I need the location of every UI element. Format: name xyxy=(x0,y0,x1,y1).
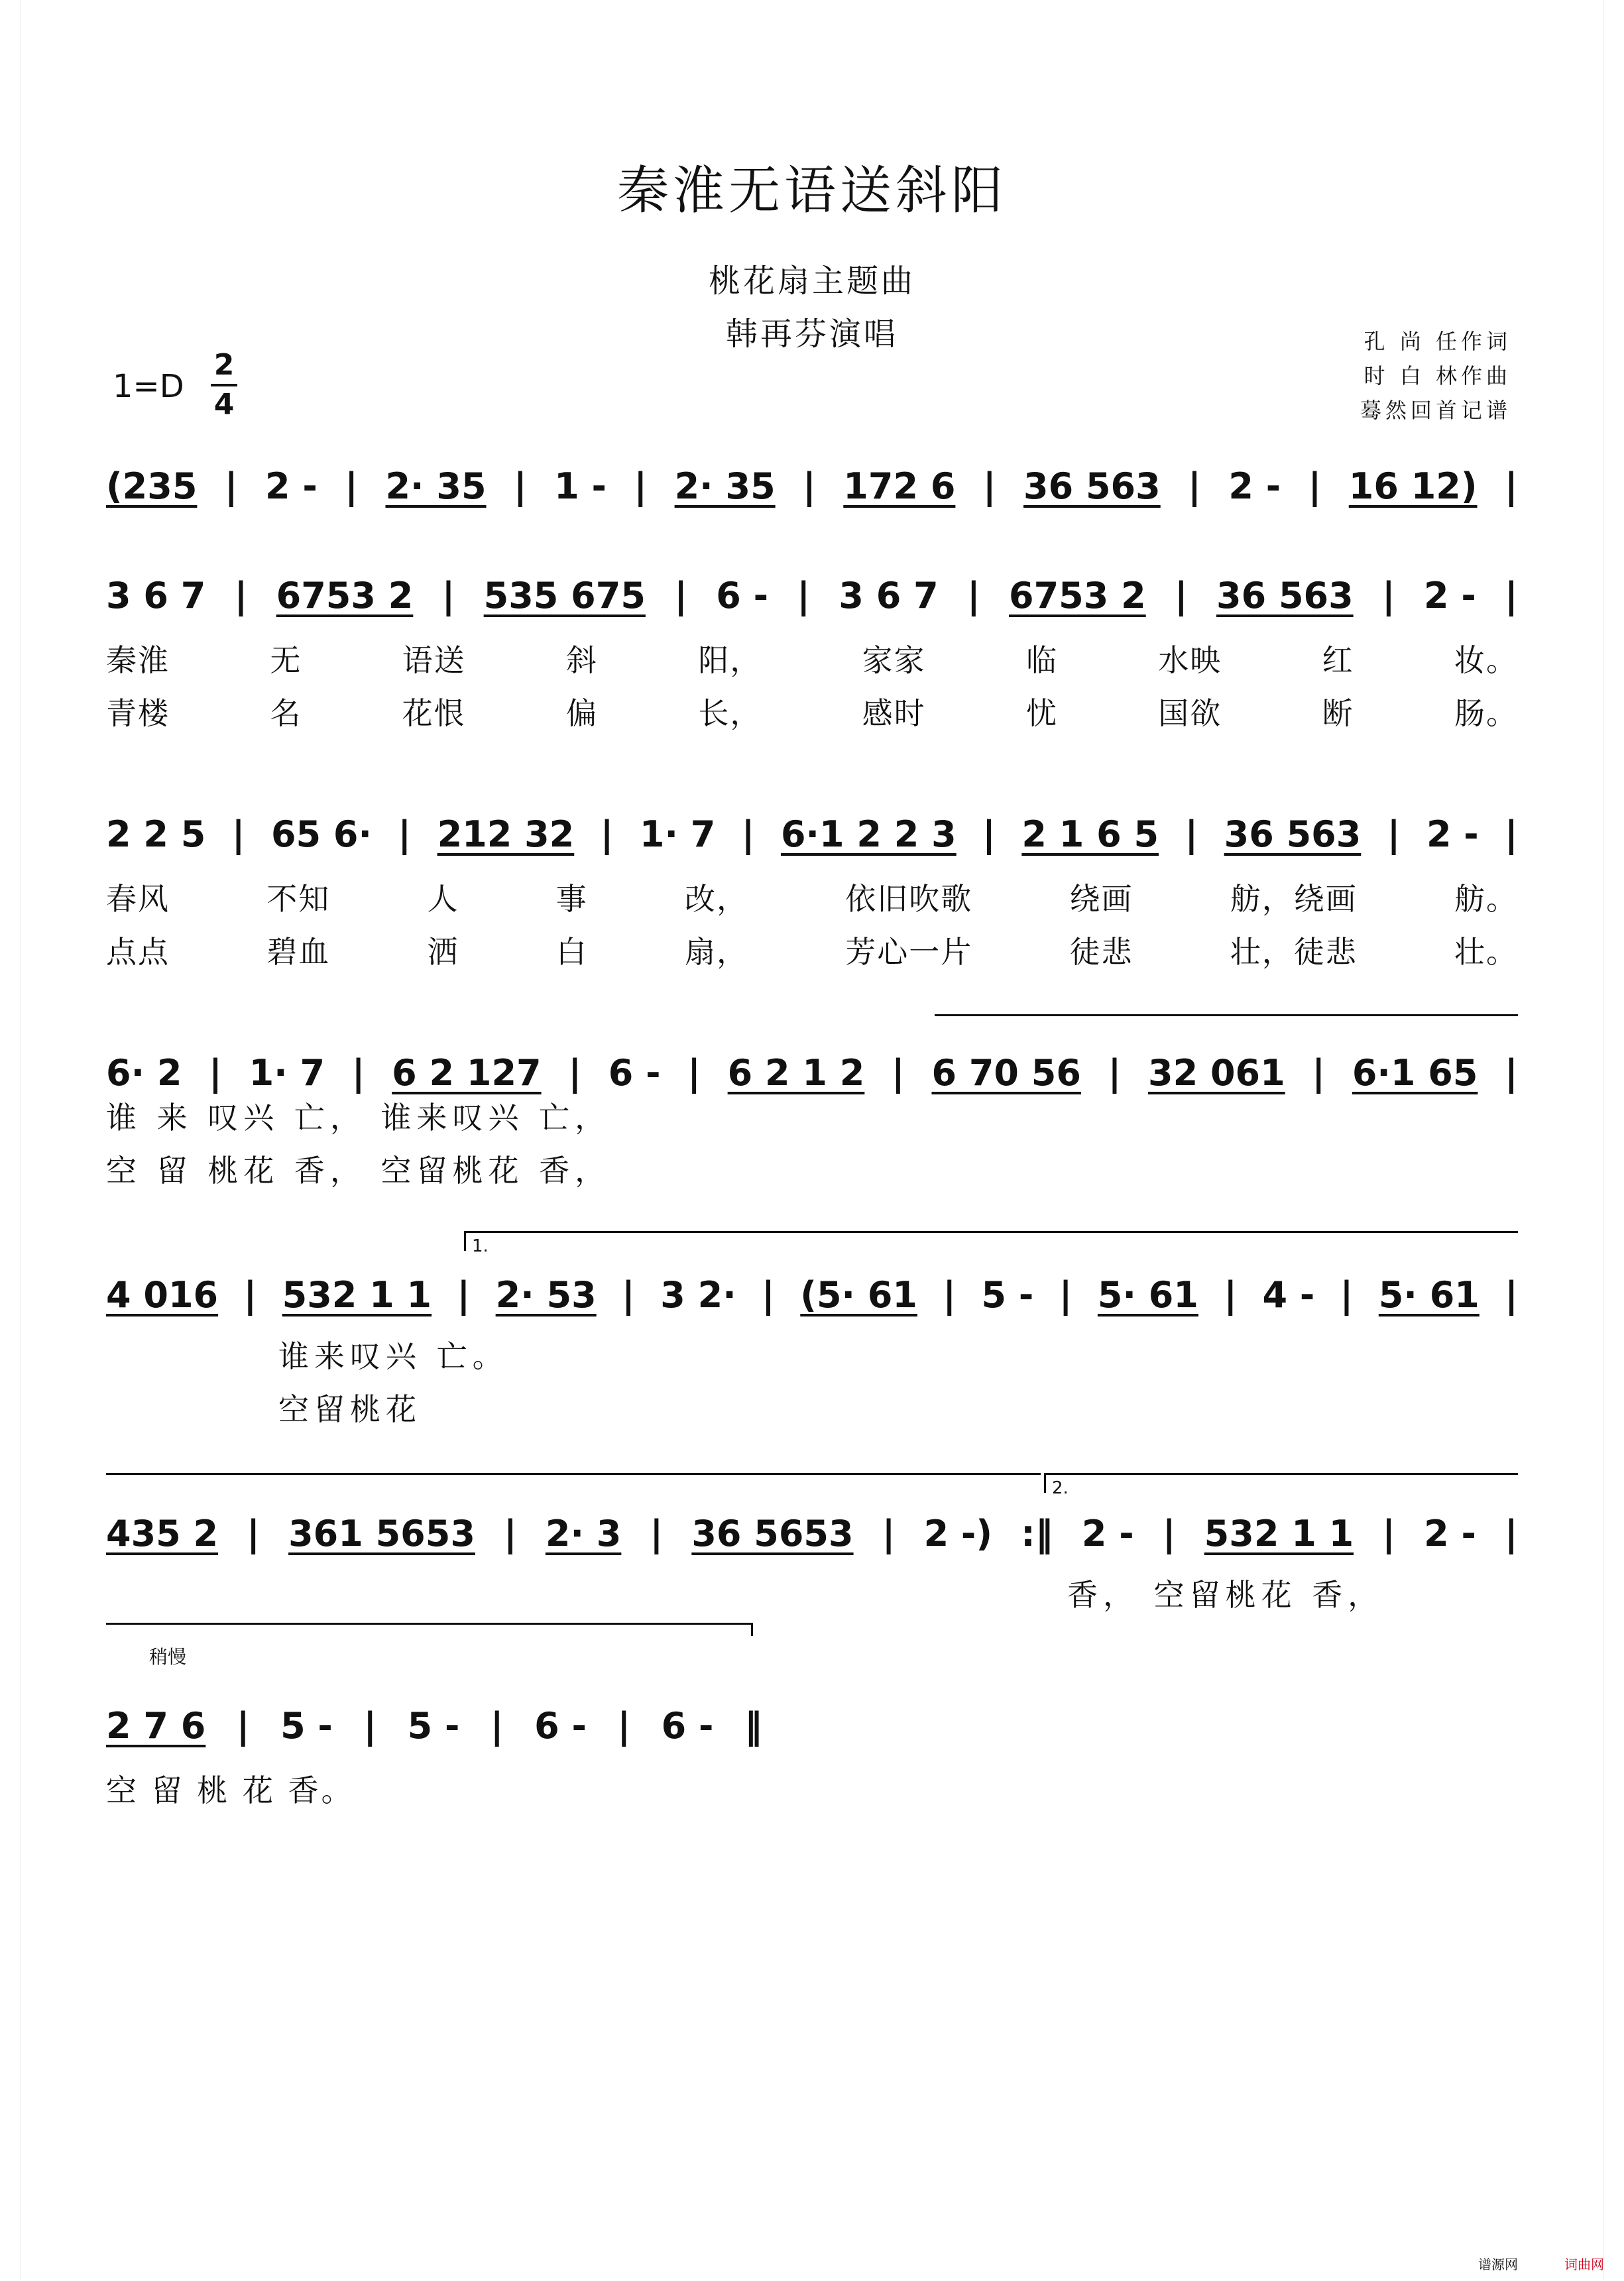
lyric: 无 xyxy=(270,642,302,678)
lyric: 扇， xyxy=(685,934,748,970)
lyrics-row-5-verse-2: 空留桃花 xyxy=(278,1391,422,1427)
lyric: 壮。 xyxy=(1454,934,1518,970)
lyric: 舫，绕画 xyxy=(1230,881,1358,917)
volta-2-line xyxy=(1044,1473,1518,1475)
notes: 6 - xyxy=(716,575,769,616)
notes: 535 675 xyxy=(483,575,646,616)
time-numerator: 2 xyxy=(213,348,235,382)
notes: 2 2 5 xyxy=(106,813,206,855)
barline: | xyxy=(892,1052,905,1094)
notes: 4 016 xyxy=(106,1274,219,1316)
barline: | xyxy=(1381,575,1395,616)
volta-1-label: 1. xyxy=(472,1236,489,1256)
barline: | xyxy=(243,1274,257,1316)
notes: 2 - xyxy=(1424,575,1476,616)
barline: | xyxy=(622,1274,635,1316)
barline: | xyxy=(1059,1274,1073,1316)
lyric: 水映 xyxy=(1158,642,1222,678)
notes: 16 12) xyxy=(1348,465,1478,507)
lyric: 临 xyxy=(1025,642,1058,678)
notes: 1· 7 xyxy=(639,813,716,855)
lyrics-row-2-verse-2 xyxy=(106,689,1518,733)
barline: | xyxy=(1505,1513,1518,1554)
barline: | xyxy=(617,1705,631,1747)
lyric: 洒 xyxy=(427,934,459,970)
credit-composer: 时 白 林作曲 xyxy=(1363,363,1511,388)
barline: | xyxy=(398,813,412,855)
score-row-1 xyxy=(106,461,1518,507)
key-signature: 1=D xyxy=(113,368,184,405)
barline: | xyxy=(943,1274,957,1316)
barline: | xyxy=(1185,813,1198,855)
lyric: 壮，徒悲 xyxy=(1230,934,1358,970)
lyric: 阳， xyxy=(698,642,762,678)
notes: 2 - xyxy=(1081,1513,1134,1554)
lyric: 偏 xyxy=(565,695,598,731)
notes: 5 - xyxy=(981,1274,1034,1316)
notes: 2 - xyxy=(1426,813,1479,855)
barline: | xyxy=(351,1052,365,1094)
lyric: 家家 xyxy=(862,642,926,678)
volta-2-hook xyxy=(1044,1473,1046,1493)
lyrics-row-2-verse-1 xyxy=(106,636,1518,680)
lyric: 春风 xyxy=(106,881,170,917)
barline: | xyxy=(797,575,811,616)
notes: 6 2 1 2 xyxy=(727,1052,865,1094)
notes: 2· 3 xyxy=(545,1513,622,1554)
subtitle-theme: 桃花扇主题曲 xyxy=(708,263,915,300)
barline: | xyxy=(674,575,687,616)
footer-watermark-right: 词曲网 xyxy=(1564,2256,1604,2272)
notes: 6·1 2 2 3 xyxy=(780,813,957,855)
notes: 361 5653 xyxy=(288,1513,475,1554)
lyric: 斜 xyxy=(565,642,598,678)
lyrics-row-3-verse-2 xyxy=(106,928,1518,972)
barline: | xyxy=(457,1274,471,1316)
lyric: 点点 xyxy=(106,934,170,970)
lyric: 妆。 xyxy=(1454,642,1518,678)
lyric: 断 xyxy=(1322,695,1354,731)
barline: | xyxy=(1340,1274,1354,1316)
barline: | xyxy=(882,1513,896,1554)
notes: 3 6 7 xyxy=(839,575,939,616)
barline: | xyxy=(441,575,455,616)
slur-line xyxy=(106,1623,752,1625)
notes: 6 - xyxy=(534,1705,587,1747)
notes: 5· 61 xyxy=(1097,1274,1198,1316)
barline: | xyxy=(209,1052,222,1094)
score-row-6 xyxy=(106,1508,1518,1554)
notes: (5· 61 xyxy=(800,1274,917,1316)
repeat-barline: :‖ xyxy=(1021,1513,1053,1554)
tempo-mark: 稍慢 xyxy=(149,1646,187,1668)
notes: 1 - xyxy=(554,465,607,507)
notes: 2· 53 xyxy=(495,1274,597,1316)
lyric: 秦淮 xyxy=(106,642,170,678)
score-row-2 xyxy=(106,570,1518,616)
barline: | xyxy=(236,1705,250,1747)
barline: | xyxy=(650,1513,664,1554)
notes: 36 563 xyxy=(1224,813,1362,855)
volta-1-hook xyxy=(464,1231,466,1251)
final-barline: ‖ xyxy=(744,1705,762,1747)
barline: | xyxy=(513,465,527,507)
barline: | xyxy=(1387,813,1401,855)
notes: 4 - xyxy=(1262,1274,1315,1316)
score-row-4 xyxy=(106,1047,1518,1094)
lyrics-row-4-verse-1: 谁 来 叹兴 亡， 谁来叹兴 亡， xyxy=(106,1100,611,1136)
notes: 435 2 xyxy=(106,1513,219,1554)
barline: | xyxy=(1382,1513,1395,1554)
song-title: 秦淮无语送斜阳 xyxy=(616,161,1007,221)
notes: 2 - xyxy=(1228,465,1281,507)
slur-hook xyxy=(751,1623,753,1636)
notes: 2· 35 xyxy=(674,465,776,507)
time-denominator: 4 xyxy=(213,388,235,422)
barline: | xyxy=(504,1513,517,1554)
notes: 36 5653 xyxy=(691,1513,854,1554)
lyrics-row-6: 香， 空留桃花 香， xyxy=(1067,1577,1384,1613)
score-row-5 xyxy=(106,1269,1518,1316)
lyrics-row-4-verse-2: 空 留 桃花 香， 空留桃花 香， xyxy=(106,1153,611,1189)
barline: | xyxy=(1505,1274,1518,1316)
time-signature xyxy=(211,348,237,422)
barline: | xyxy=(231,813,245,855)
lyric: 人 xyxy=(427,881,459,917)
barline: | xyxy=(1308,465,1322,507)
subtitle-singer: 韩再芬演唱 xyxy=(725,316,898,353)
barline: | xyxy=(234,575,248,616)
lyrics-row-3-verse-1 xyxy=(106,875,1518,919)
notes: 6753 2 xyxy=(276,575,414,616)
notes: 172 6 xyxy=(843,465,956,507)
notes: 6· 2 xyxy=(106,1052,182,1094)
lyric: 绕画 xyxy=(1069,881,1133,917)
barline: | xyxy=(247,1513,260,1554)
lyric: 花恨 xyxy=(402,695,466,731)
notes: 212 32 xyxy=(437,813,575,855)
volta-2-label: 2. xyxy=(1052,1478,1069,1498)
lyric: 国欲 xyxy=(1158,695,1222,731)
lyric: 不知 xyxy=(266,881,331,917)
barline: | xyxy=(1505,465,1518,507)
score-row-3 xyxy=(106,809,1518,855)
barline: | xyxy=(1174,575,1188,616)
notes: 36 563 xyxy=(1216,575,1354,616)
credit-transcriber: 蓦然回首记谱 xyxy=(1360,398,1511,423)
lyric: 感时 xyxy=(862,695,926,731)
lyric: 白 xyxy=(555,934,588,970)
barline: | xyxy=(490,1705,504,1747)
barline: | xyxy=(1162,1513,1176,1554)
notes: 532 1 1 xyxy=(1204,1513,1354,1554)
notes: 2 1 6 5 xyxy=(1021,813,1159,855)
barline: | xyxy=(1224,1274,1238,1316)
notes: 3 6 7 xyxy=(106,575,206,616)
notes: 2 - xyxy=(1424,1513,1476,1554)
lyrics-row-5-verse-1: 谁来叹兴 亡。 xyxy=(278,1338,508,1374)
barline: | xyxy=(762,1274,775,1316)
notes: 6 - xyxy=(608,1052,661,1094)
notes: 3 2· xyxy=(660,1274,736,1316)
notes: 2· 35 xyxy=(385,465,487,507)
lyrics-row-7: 空 留 桃 花 香。 xyxy=(106,1773,355,1808)
notes: 6 2 127 xyxy=(392,1052,542,1094)
volta-1-line xyxy=(464,1231,1518,1233)
lyric: 青楼 xyxy=(106,695,170,731)
barline: | xyxy=(803,465,816,507)
notes: 6 70 56 xyxy=(931,1052,1081,1094)
notes: 5 - xyxy=(280,1705,333,1747)
slur-line xyxy=(106,1473,1041,1475)
barline: | xyxy=(687,1052,701,1094)
slur-line xyxy=(935,1014,1518,1016)
lyric: 忧 xyxy=(1025,695,1058,731)
notes: 6·1 65 xyxy=(1352,1052,1478,1094)
notes: 2 - xyxy=(265,465,318,507)
notes: 1· 7 xyxy=(249,1052,325,1094)
barline: | xyxy=(1188,465,1201,507)
barline: | xyxy=(600,813,614,855)
lyric: 改， xyxy=(685,881,748,917)
lyric: 舫。 xyxy=(1454,881,1518,917)
lyric: 肠。 xyxy=(1454,695,1518,731)
notes: 5 - xyxy=(407,1705,460,1747)
lyric: 红 xyxy=(1322,642,1354,678)
lyric: 长， xyxy=(698,695,762,731)
lyric: 徒悲 xyxy=(1069,934,1133,970)
notes: 6 - xyxy=(661,1705,714,1747)
notes: 532 1 1 xyxy=(282,1274,432,1316)
time-fraction-bar xyxy=(211,384,237,386)
lyric: 语送 xyxy=(402,642,466,678)
notes: 65 6· xyxy=(270,813,372,855)
barline: | xyxy=(363,1705,377,1747)
credit-lyricist: 孔 尚 任作词 xyxy=(1363,329,1511,354)
notes: 36 563 xyxy=(1023,465,1161,507)
barline: | xyxy=(982,465,996,507)
barline: | xyxy=(1505,813,1518,855)
lyric: 事 xyxy=(555,881,588,917)
notes: 32 061 xyxy=(1148,1052,1285,1094)
notes: (235 xyxy=(106,465,198,507)
lyric: 芳心一片 xyxy=(845,934,973,970)
barline: | xyxy=(1505,575,1518,616)
barline: | xyxy=(1505,1052,1518,1094)
barline: | xyxy=(568,1052,582,1094)
notes: 2 -) xyxy=(923,1513,993,1554)
barline: | xyxy=(345,465,359,507)
score-row-7 xyxy=(106,1700,762,1747)
notes: 6753 2 xyxy=(1009,575,1146,616)
barline: | xyxy=(741,813,755,855)
barline: | xyxy=(634,465,648,507)
notes: 5· 61 xyxy=(1378,1274,1479,1316)
footer-watermark-left: 谱源网 xyxy=(1478,2256,1518,2272)
barline: | xyxy=(966,575,980,616)
lyric: 名 xyxy=(270,695,302,731)
lyric: 依旧吹歌 xyxy=(845,881,973,917)
barline: | xyxy=(224,465,238,507)
notes: 2 7 6 xyxy=(106,1705,206,1747)
barline: | xyxy=(1108,1052,1122,1094)
lyric: 碧血 xyxy=(266,934,331,970)
barline: | xyxy=(1312,1052,1326,1094)
barline: | xyxy=(982,813,996,855)
